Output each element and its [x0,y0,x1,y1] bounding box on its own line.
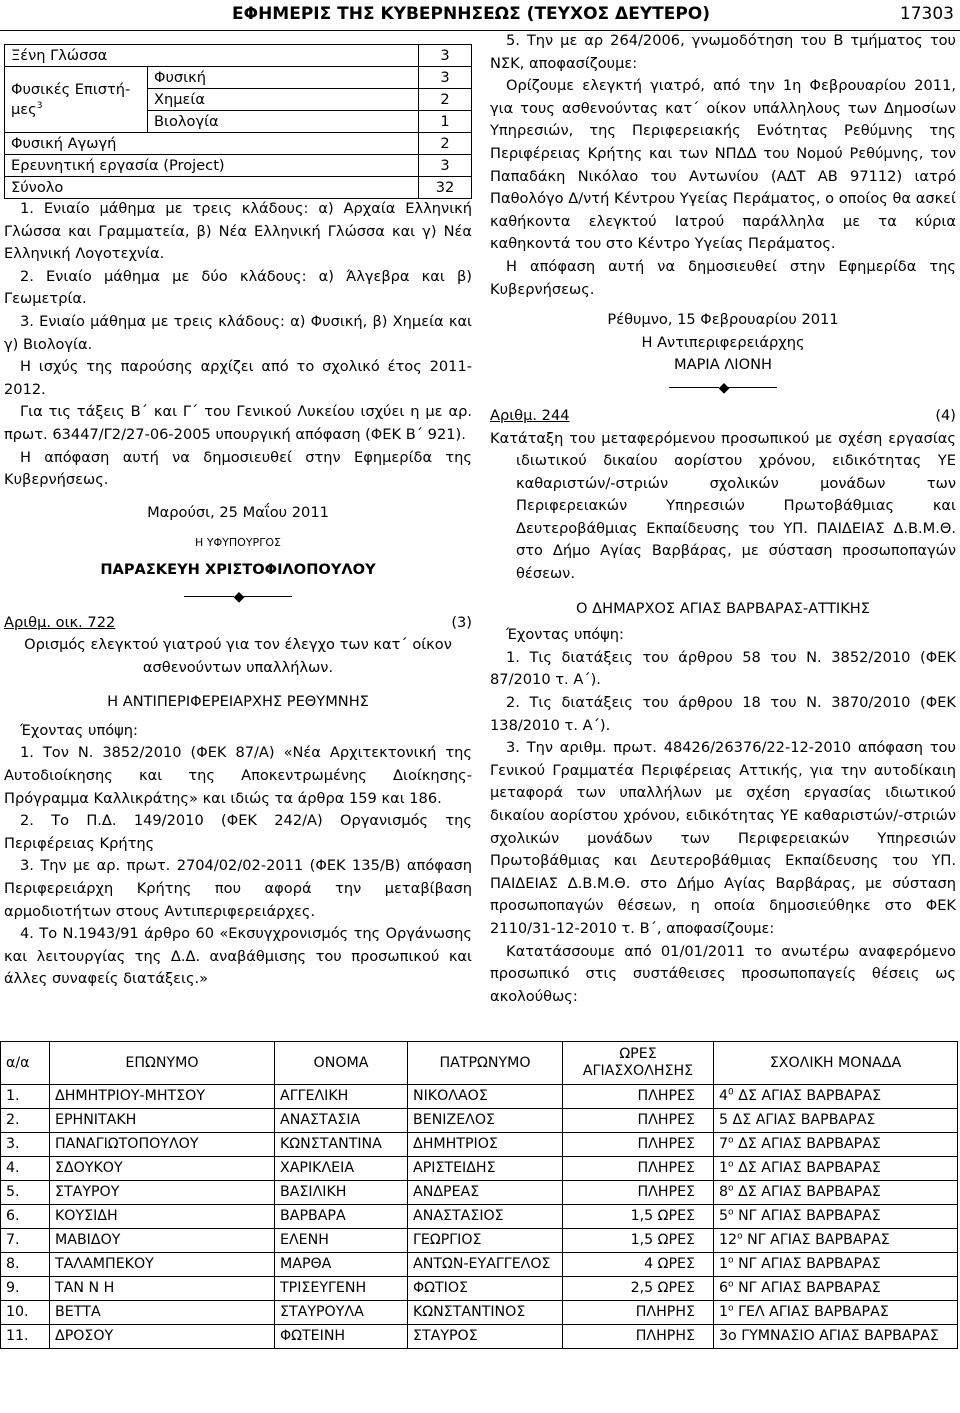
gazette-title: ΕΦΗΜΕΡΙΣ ΤΗΣ ΚΥΒΕΡΝΗΣΕΩΣ (ΤΕΥΧΟΣ ΔΕΥΤΕΡΟ) [232,4,711,24]
school-name: ΔΣ ΑΓΙΑΣ ΒΑΡΒΑΡΑΣ [738,1184,881,1200]
table-cell: ΑΝΔΡΕΑΣ [408,1181,563,1205]
table-row [5,45,472,67]
staff-table-body [1,1085,958,1349]
table-cell: 7. [1,1229,50,1253]
table-cell: 4. [1,1157,50,1181]
signing-place: Μαρούσι, 25 Μαΐου 2011 [147,503,329,521]
hours-cell: 1 [419,111,472,133]
signer-role: Η Αντιπεριφερειάρχης [641,333,805,351]
note-1: 1. Ενιαίο μάθημα με τρεις κλάδους: α) Αρχαία Ελληνική Γλώσσα και Γραμματεία, β) Νέα Ελληνική Γλώσσα και γ) Νέα Ελληνική Λογοτεχνία. [4,200,472,263]
school-number: 5 [719,1208,729,1224]
page-number: 17303 [899,4,954,24]
ordinal-mark: ο [737,1231,743,1242]
column-header: ΕΠΩΝΥΜΟ [50,1042,275,1085]
total-value: 32 [419,177,472,199]
table-cell: ΔΡΟΣΟΥ [50,1325,275,1349]
page-header [0,0,960,31]
table-cell: ΠΛΗΡΕΣ [563,1157,714,1181]
decision-ref: Αριθμ. οικ. 722 [4,613,116,631]
ordinal-mark: ο [728,1183,734,1194]
table-cell: ΣΤΑΥΡΟΥ [50,1181,275,1205]
signer-name: ΜΑΡΙΑ ΛΙΟΝΗ [674,356,772,374]
school-number: 4 [719,1088,729,1104]
footnote-mark: 3 [36,100,43,111]
hours-cell: 3 [419,67,472,89]
table-cell: ΔΗΜΗΤΡΙΟΣ [408,1133,563,1157]
table-cell [714,1301,958,1325]
table-cell: 1,5 ΩΡΕΣ [563,1229,714,1253]
table-cell: ΠΛΗΡΕΣ [563,1085,714,1109]
school-name: 3ο ΓΥΜΝΑΣΙΟ ΑΓΙΑΣ ΒΑΡΒΑΡΑΣ [719,1328,939,1344]
table-cell [714,1229,958,1253]
table-cell: ΚΩΝΣΤΑΝΤΙΝΑ [275,1133,408,1157]
subject-cell: Ξένη Γλώσσα [5,45,419,67]
table-cell [714,1253,958,1277]
school-number: 8 [719,1184,729,1200]
school-name: ΔΣ ΑΓΙΑΣ ΒΑΡΒΑΡΑΣ [732,1112,876,1128]
table-cell: ΠΛΗΡΕΣ [563,1109,714,1133]
table-cell: 6. [1,1205,50,1229]
school-name: ΝΓ ΑΓΙΑΣ ΒΑΡΒΑΡΑΣ [738,1280,881,1296]
table-cell: ΒΑΣΙΛΙΚΗ [275,1181,408,1205]
table-cell: 9. [1,1277,50,1301]
table-row [5,177,472,199]
table-cell: ΠΛΗΡΗΣ [563,1325,714,1349]
subject-cell: Φυσική [148,67,419,89]
hours-cell: 2 [419,89,472,111]
table-row [1,1085,958,1109]
table-cell [714,1157,958,1181]
table-cell: ΜΑΒΙΔΟΥ [50,1229,275,1253]
table-cell: 8. [1,1253,50,1277]
table-row [1,1109,958,1133]
table-cell: ΠΑΝΑΓΙΩΤΟΠΟΥΛΟΥ [50,1133,275,1157]
staff-table [0,1041,958,1349]
table-row [5,155,472,177]
decision-text: Ορίζουμε ελεγκτή γιατρό, από την 1η Φεβρουαρίου 2011, για τους ασθενούντας κατ΄ οίκον υπάλληλους των Δημοσίων Υπηρεσιών, της Περιφερειακής Ενότητας Ρεθύμνης της Περιφέρειας Κρήτης και των ΝΠΔΔ του Νομού Ρεθύμνης, τον Παπαδάκη Νικόλαο του Αντωνίου (ΑΔΤ ΑΒ 97112) ιατρό Παθολόγο Δ/ντή Κέντρου Υγείας Περάματος, ο οποίος θα ασκεί καθήκοντα ελεγκτού Ιατρού παράλληλα με τα κύρια καθηκοντά του στο Κέντρο Υγείας Περάματος. [490,77,956,253]
school-number: 1 [719,1160,729,1176]
having-regard: Έχοντας υπόψη: [506,626,624,644]
subject-cell: Φυσική Αγωγή [5,133,419,155]
table-cell: ΝΙΚΟΛΑΟΣ [408,1085,563,1109]
decision-subject: Ορισμός ελεγκτού γιατρού για τον έλεγχο των κατ΄ οίκον ασθενούντων υπαλλήλων. [24,636,452,676]
regard-item: 2. Τις διατάξεις του άρθρου 18 του Ν. 3870/2010 (ΦΕΚ 138/2010 τ. Α΄). [490,694,956,734]
table-header-row [1,1042,958,1085]
table-cell: ΑΝΑΣΤΑΣΙΟΣ [408,1205,563,1229]
table-row [1,1325,958,1349]
signer-name: ΠΑΡΑΣΚΕΥΗ ΧΡΙΣΤΟΦΙΛΟΠΟΥΛΟΥ [100,560,376,578]
table-cell [714,1277,958,1301]
table-cell: ΑΓΓΕΛΙΚΗ [275,1085,408,1109]
table-row [1,1229,958,1253]
column-header: ΩΡΕΣ ΑΓΙΑΣΧΟΛΗΣΗΣ [563,1042,714,1085]
table-row [5,67,472,89]
sciences-label: Φυσικές Επιστή-μες [11,80,131,118]
hours-cell: 2 [419,133,472,155]
school-name: ΔΣ ΑΓΙΑΣ ΒΑΡΒΑΡΑΣ [738,1088,882,1104]
ordinal-mark: ο [728,1159,734,1170]
column-header: ΟΝΟΜΑ [275,1042,408,1085]
table-cell: ΒΑΡΒΑΡΑ [275,1205,408,1229]
table-cell: 3. [1,1133,50,1157]
table-cell: ΣΤΑΥΡΟΥΛΑ [275,1301,408,1325]
decision-index: (4) [935,406,956,424]
final-decision: Κατατάσσουμε από 01/01/2011 το ανωτέρω αναφερόμενο προσωπικό στις συστάθεισες προσωποπαγείς θέσεις ως ακολούθως: [490,942,956,1005]
subject-cell [5,67,148,133]
table-cell: ΚΩΝΣΤΑΝΤΙΝΟΣ [408,1301,563,1325]
table-cell: ΤΑΛΑΜΠΕΚΟΥ [50,1253,275,1277]
table-cell: ΓΕΩΡΓΙΟΣ [408,1229,563,1253]
table-cell: ΒΕΤΤΑ [50,1301,275,1325]
table-cell: 10. [1,1301,50,1325]
right-column [490,32,956,1008]
table-row [1,1253,958,1277]
signing-place: Ρέθυμνο, 15 Φεβρουαρίου 2011 [607,311,839,329]
table-cell: ΚΟΥΣΙΔΗ [50,1205,275,1229]
table-cell: ΤΑΝ Ν Η [50,1277,275,1301]
school-number: 5 [719,1112,729,1128]
ordinal-mark: ο [728,1303,734,1314]
table-cell: ΤΡΙΣΕΥΓΕΝΗ [275,1277,408,1301]
regard-item: 3. Την με αρ. πρωτ. 2704/02/02-2011 (ΦΕΚ 135/Β) απόφαση Περιφερειάρχη Κρήτης που αφορά την μεταβίβαση αρμοδιοτήτων στους Αντιπεριφερειάρχες. [4,857,472,920]
table-cell: ΧΑΡΙΚΛΕΙΑ [275,1157,408,1181]
regard-item: 1. Τον Ν. 3852/2010 (ΦΕΚ 87/Α) «Νέα Αρχιτεκτονική της Αυτοδιοίκησης και της Αποκεντρωμένης Διοίκησης- Πρόγραμμα Καλλικράτης» και ιδιώς τα άρθρα 159 και 186. [4,744,472,807]
table-cell: ΑΝΑΣΤΑΣΙΑ [275,1109,408,1133]
having-regard: Έχοντας υπόψη: [20,721,138,739]
table-cell: 2. [1,1109,50,1133]
table-cell: 4 ΩΡΕΣ [563,1253,714,1277]
separator-ornament: ◆ [4,586,472,608]
table-cell [714,1085,958,1109]
note-3: 3. Ενιαίο μάθημα με τρεις κλάδους: α) Φυσική, β) Χημεία και γ) Βιολογία. [4,312,472,353]
table-cell [714,1133,958,1157]
school-number: 1 [719,1256,729,1272]
school-name: ΔΣ ΑΓΙΑΣ ΒΑΡΒΑΡΑΣ [738,1160,881,1176]
left-column [4,44,472,991]
decision-ref: Αριθμ. 244 [490,406,570,424]
paragraph: Η ισχύς της παρούσης αρχίζει από το σχολικό έτος 2011-2012. [4,358,472,398]
table-row [1,1301,958,1325]
table-cell: ΕΡΗΝΙΤΑΚΗ [50,1109,275,1133]
table-cell: ΑΝΤΩΝ-ΕΥΑΓΓΕΛΟΣ [408,1253,563,1277]
table-cell: ΔΗΜΗΤΡΙΟΥ-ΜΗΤΣΟΥ [50,1085,275,1109]
table-cell: ΠΛΗΡΕΣ [563,1181,714,1205]
table-cell: ΠΛΗΡΗΣ [563,1301,714,1325]
issuing-authority: Η ΑΝΤΙΠΕΡΙΦΕΡΕΙΑΡΧΗΣ ΡΕΘΥΜΝΗΣ [107,693,369,711]
school-name: ΝΓ ΑΓΙΑΣ ΒΑΡΒΑΡΑΣ [747,1232,890,1248]
table-row [1,1157,958,1181]
column-header: ΠΑΤΡΩΝΥΜΟ [408,1042,563,1085]
regard-item: 2. Το Π.Δ. 149/2010 (ΦΕΚ 242/Α) Οργανισμός της Περιφέρειας Κρήτης [4,812,472,852]
decision-subject: Κατάταξη του μεταφερόμενου προσωπικού με σχέση εργασίας ιδιωτικού δικαίου αορίστου χρόνου, ειδικότητας ΥΕ καθαριστών/-στριών σχολικών μονάδων των Περιφερειακών Υπηρεσιών Πρωτοβάθμιας και Δευτεροβάθμιας Εκπαίδευσης του ΥΠ. ΠΑΙΔΕΙΑΣ Δ.Β.Μ.Θ. στο Δήμο Αγίας Βαρβάρας, με σύσταση προσωποπαγών θέσεων. [490,429,956,583]
table-cell: ΠΛΗΡΕΣ [563,1133,714,1157]
table-row [1,1205,958,1229]
paragraph: Η απόφαση αυτή να δημοσιευθεί στην Εφημερίδα της Κυβερνήσεως. [490,257,956,298]
hours-cell: 3 [419,155,472,177]
table-row [1,1181,958,1205]
table-cell: 2,5 ΩΡΕΣ [563,1277,714,1301]
school-number: 12 [719,1232,738,1248]
table-cell [714,1205,958,1229]
regard-item: 3. Την αριθμ. πρωτ. 48426/26376/22-12-2010 απόφαση του Γενικού Γραμματέα Περιφέρειας Αττικής, για την αυτοδίκαιη μεταφορά των υπαλλήλων με σχέση εργασίας ιδιωτικού δικαίου αορίστου χρόνου, ειδικότητας ΥΕ καθαριστών/-στριών σχολικών μονάδων των Περιφερειακών Υπηρεσιών Πρωτοβάθμιας και Δευτεροβάθμιας Εκπαίδευσης του ΥΠ. ΠΑΙΔΕΙΑΣ Δ.Β.Μ.Θ. στο Δήμο Αγίας Βαρβάρας, με σύσταση προσωποπαγών θέσεων, η οποία δημοσιεύθηκε στο ΦΕΚ 2110/31-12-2010 τ. Β΄, αποφασίζουμε: [490,739,956,937]
note-2: 2. Ενιαίο μάθημα με δύο κλάδους: α) Άλγεβρα και β) Γεωμετρία. [4,267,472,308]
issuing-authority: Ο ΔΗΜΑΡΧΟΣ ΑΓΙΑΣ ΒΑΡΒΑΡΑΣ-ΑΤΤΙΚΗΣ [575,599,870,617]
table-cell: ΣΤΑΥΡΟΣ [408,1325,563,1349]
table-row [5,133,472,155]
paragraph: Για τις τάξεις Β΄ και Γ΄ του Γενικού Λυκείου ισχύει η με αρ. πρωτ. 63447/Γ2/27-06-2005 υπουργική απόφαση (ΦΕΚ Β΄ 921). [4,403,472,443]
table-cell: ΕΛΕΝΗ [275,1229,408,1253]
school-name: ΝΓ ΑΓΙΑΣ ΒΑΡΒΑΡΑΣ [738,1208,881,1224]
table-cell: ΑΡΙΣΤΕΙΔΗΣ [408,1157,563,1181]
school-number: 7 [719,1136,729,1152]
school-name: ΔΣ ΑΓΙΑΣ ΒΑΡΒΑΡΑΣ [738,1136,881,1152]
paragraph: Η απόφαση αυτή να δημοσιευθεί στην Εφημερίδα της Κυβερνήσεως. [4,448,472,489]
regard-item: 1. Τις διατάξεις του άρθρου 58 του Ν. 3852/2010 (ΦΕΚ 87/2010 τ. Α΄). [490,648,956,689]
school-name: ΓΕΛ ΑΓΙΑΣ ΒΑΡΒΑΡΑΣ [738,1304,889,1320]
table-cell [714,1325,958,1349]
signer-role: Η ΥΦΥΠΟΥΡΓΟΣ [195,536,281,550]
school-number: 1 [719,1304,729,1320]
table-cell: ΜΑΡΘΑ [275,1253,408,1277]
hours-cell: 3 [419,45,472,67]
ordinal-mark: ο [728,1279,734,1290]
regard-item: 5. Την με αρ 264/2006, γνωμοδότηση του Β τμήματος του ΝΣΚ, αποφασίζουμε: [490,32,956,72]
hours-table [4,44,472,199]
school-name: ΝΓ ΑΓΙΑΣ ΒΑΡΒΑΡΑΣ [738,1256,881,1272]
ordinal-mark: ο [728,1255,734,1266]
table-row [1,1277,958,1301]
subject-cell: Βιολογία [148,111,419,133]
table-cell: 1. [1,1085,50,1109]
decision-index: (3) [451,613,472,631]
table-cell: ΣΔΟΥΚΟΥ [50,1157,275,1181]
school-number: 6 [719,1280,729,1296]
table-cell: ΒΕΝΙΖΕΛΟΣ [408,1109,563,1133]
ordinal-mark: 0 [728,1087,734,1098]
table-cell: 1,5 ΩΡΕΣ [563,1205,714,1229]
ordinal-mark: ο [728,1135,734,1146]
decision-number [490,405,956,428]
total-label: Σύνολο [5,177,419,199]
column-header: α/α [1,1042,50,1085]
table-cell: ΦΩΤΙΟΣ [408,1277,563,1301]
ordinal-mark: ο [728,1207,734,1218]
separator-ornament: ◆ [490,377,956,399]
table-cell [714,1109,958,1133]
table-cell: 11. [1,1325,50,1349]
table-cell: ΦΩΤΕΙΝΗ [275,1325,408,1349]
regard-item: 4. Το Ν.1943/91 άρθρο 60 «Εκσυγχρονισμός της Οργάνωσης και λειτουργίας της Δ.Δ. αναβάθμισης του προσωπικού και άλλες συναφείς διατάξεις.» [4,925,472,988]
table-row [1,1133,958,1157]
column-header: ΣΧΟΛΙΚΗ ΜΟΝΑΔΑ [714,1042,958,1085]
decision-number [4,612,472,635]
table-cell [714,1181,958,1205]
subject-cell: Χημεία [148,89,419,111]
table-cell: 5. [1,1181,50,1205]
subject-cell: Ερευνητική εργασία (Project) [5,155,419,177]
